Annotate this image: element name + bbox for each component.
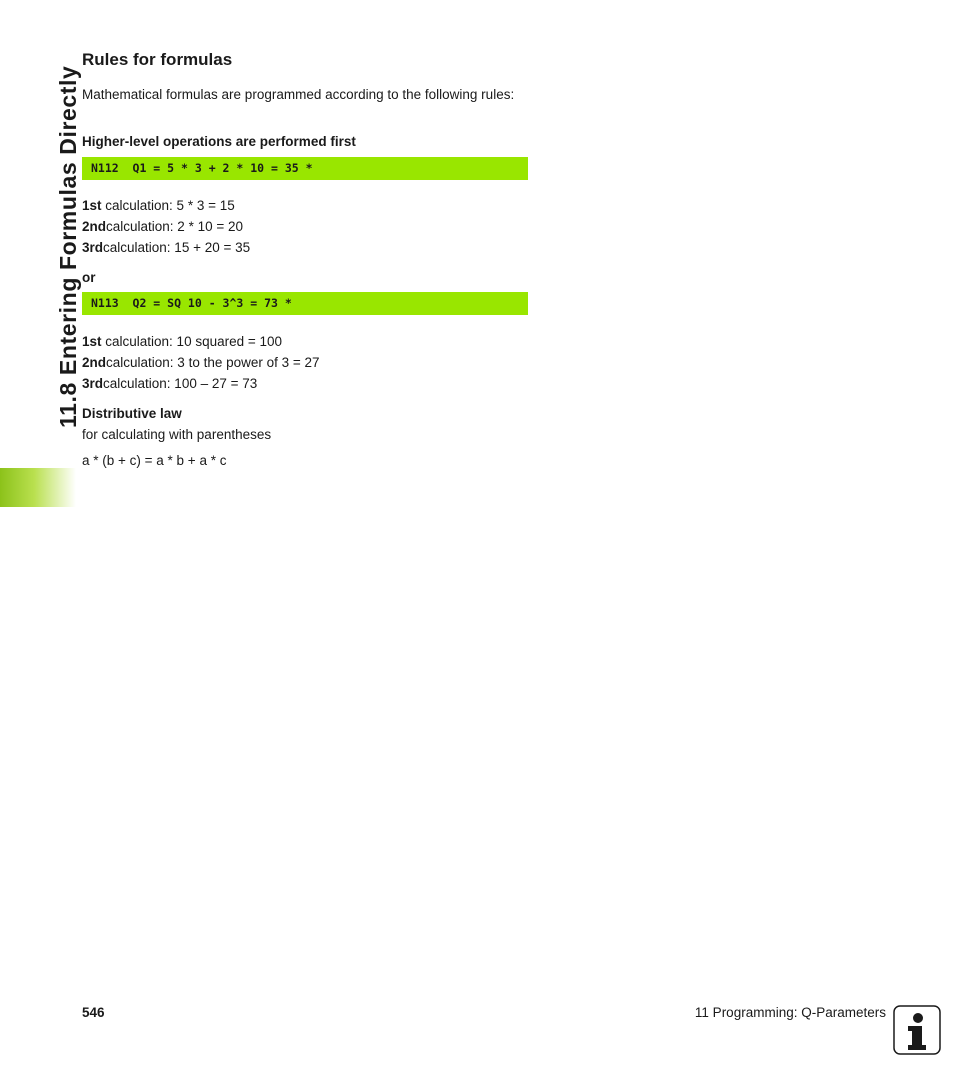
step-text: calculation: 100 – 27 = 73 <box>103 376 258 391</box>
section-title-text: 11.8 Entering Formulas Directly <box>55 65 81 428</box>
step-text: calculation: 15 + 20 = 35 <box>103 240 251 255</box>
step-text: calculation: 2 * 10 = 20 <box>106 219 243 234</box>
step-ordinal: 1st <box>82 334 102 349</box>
intro-paragraph: Mathematical formulas are programmed according to the following rules: <box>82 87 515 102</box>
info-icon <box>893 1005 941 1055</box>
or-label: or <box>82 270 96 285</box>
rule1-step-1 <box>82 198 235 213</box>
rule2-step-1 <box>82 334 282 349</box>
rule3-description: for calculating with parentheses <box>82 427 272 442</box>
step-ordinal: 2nd <box>82 219 107 234</box>
step-text: calculation: 5 * 3 = 15 <box>101 198 235 213</box>
rule3-heading: Distributive law <box>82 406 182 421</box>
rule2-step-2 <box>82 355 320 370</box>
step-ordinal: 3rd <box>82 240 104 255</box>
code-block-n112: N112 Q1 = 5 * 3 + 2 * 10 = 35 * <box>82 157 528 180</box>
step-ordinal: 3rd <box>82 376 104 391</box>
code-block-n113: N113 Q2 = SQ 10 - 3^3 = 73 * <box>82 292 528 315</box>
step-text: calculation: 10 squared = 100 <box>101 334 283 349</box>
rule1-step-3 <box>82 240 250 255</box>
rule1-step-2 <box>82 219 243 234</box>
chapter-footer: 11 Programming: Q-Parameters <box>694 1005 886 1020</box>
step-ordinal: 2nd <box>82 355 107 370</box>
section-title-vertical <box>24 45 81 435</box>
rule2-step-3 <box>82 376 257 391</box>
step-ordinal: 1st <box>82 198 102 213</box>
rule1-heading: Higher-level operations are performed first <box>82 134 356 149</box>
rule3-example: a * (b + c) = a * b + a * c <box>82 453 227 468</box>
step-text: calculation: 3 to the power of 3 = 27 <box>106 355 320 370</box>
page-heading: Rules for formulas <box>82 50 233 69</box>
chapter-tab-marker <box>0 468 76 507</box>
page-number: 546 <box>82 1005 105 1020</box>
